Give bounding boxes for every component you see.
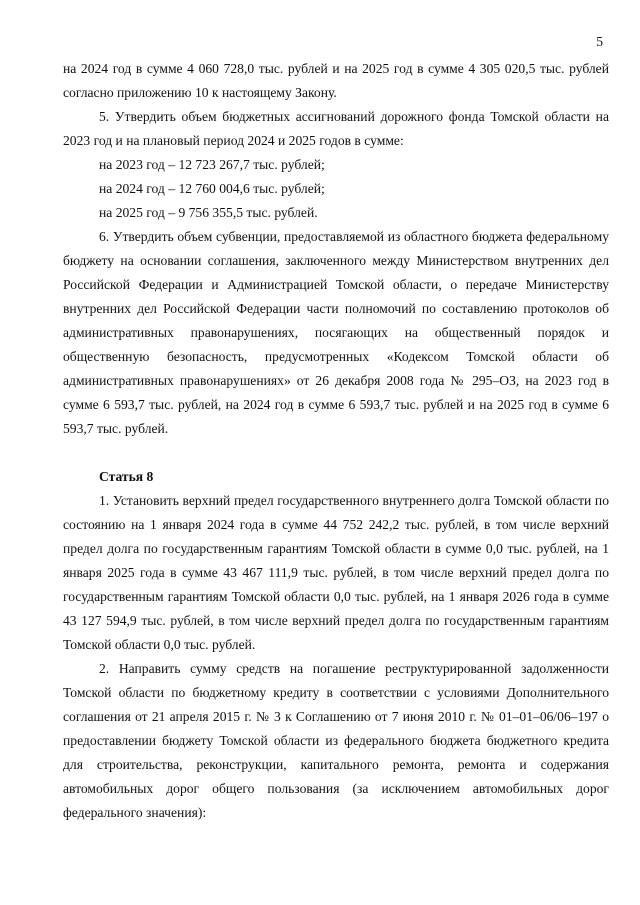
document-body (63, 57, 609, 825)
paragraph-continuation: на 2024 год в сумме 4 060 728,0 тыс. рублей и на 2025 год в сумме 4 305 020,5 тыс. рублей согласно приложению 10 к настоящему Закону. (63, 61, 609, 100)
paragraph-5: 5. Утвердить объем бюджетных ассигнований дорожного фонда Томской области на 2023 год и на плановый период 2024 и 2025 годов в сумме: (63, 109, 609, 148)
article-8-paragraph-1: 1. Установить верхний предел государственного внутреннего долга Томской области по состоянию на 1 января 2024 года в сумме 44 752 242,2 тыс. рублей, в том числе верхний предел долга по государственным гарантиям Томской области в сумме 0,0 тыс. рублей, на 1 января 2025 года в сумме 43 467 111,9 тыс. рублей, в том числе верхний предел долга по государственным гарантиям Томской области 0,0 тыс. рублей, на 1 января 2026 года в сумме 43 127 594,9 тыс. рублей, в том числе верхний предел долга по государственным гарантиям Томской области 0,0 тыс. рублей. (63, 493, 609, 652)
road-fund-2024: на 2024 год – 12 760 004,6 тыс. рублей; (99, 181, 325, 196)
article-8-heading: Статья 8 (99, 469, 154, 484)
article-8-paragraph-2: 2. Направить сумму средств на погашение реструктурированной задолженности Томской области по бюджетному кредиту в соответствии с условиями Дополнительного соглашения от 21 апреля 2015 г. № 3 к Соглашению от 7 июня 2010 г. № 01–01–06/06–197 о предоставлении бюджету Томской области из федерального бюджета бюджетного кредита для строительства, реконструкции, капитального ремонта, ремонта и содержания автомобильных дорог общего пользования (за исключением автомобильных дорог федерального значения): (63, 661, 609, 820)
paragraph-6: 6. Утвердить объем субвенции, предоставляемой из областного бюджета федеральному бюджету на основании соглашения, заключенного между Министерством внутренних дел Российской Федерации и Администрацией Томской области, о передаче Министерству внутренних дел Российской Федерации части полномочий по составлению протоколов об административных правонарушениях, посягающих на общественный порядок и общественную безопасность, предусмотренных «Кодексом Томской области об административных правонарушениях» от 26 декабря 2008 года № 295–ОЗ, на 2023 год в сумме 6 593,7 тыс. рублей, на 2024 год в сумме 6 593,7 тыс. рублей и на 2025 год в сумме 6 593,7 тыс. рублей. (63, 229, 609, 436)
page-number: 5 (596, 34, 603, 49)
road-fund-2023: на 2023 год – 12 723 267,7 тыс. рублей; (99, 157, 325, 172)
road-fund-2025: на 2025 год – 9 756 355,5 тыс. рублей. (99, 205, 318, 220)
